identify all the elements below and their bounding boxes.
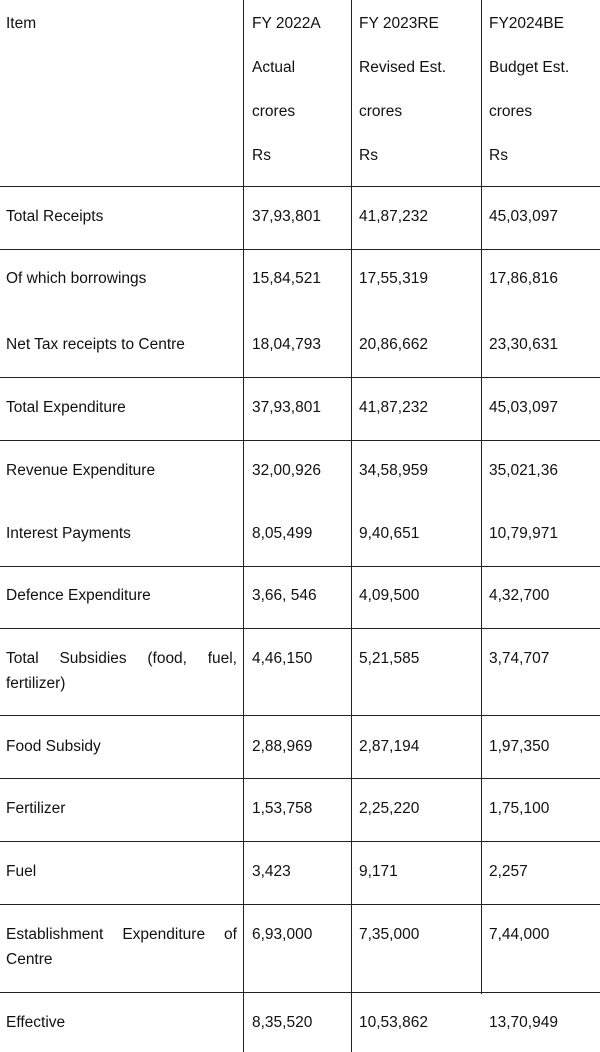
header-fy2024: [489, 2, 569, 178]
cell-fy2022: 15,84,521: [252, 270, 321, 287]
cell-fy2022: 3,423: [252, 863, 291, 880]
cell-fy2024: 1,97,350: [489, 738, 550, 755]
header-line: crores: [252, 103, 296, 120]
cell-fy2022: 8,05,499: [252, 525, 313, 542]
cell-fy2023: 17,55,319: [359, 270, 428, 287]
header-fy2022: [252, 2, 321, 178]
cell-fy2023: 9,171: [359, 863, 398, 880]
row-label: Interest Payments: [6, 525, 131, 542]
row-divider: [0, 440, 600, 441]
row-label: Total Expenditure: [6, 399, 126, 416]
header-line: Budget Est.: [489, 59, 570, 76]
cell-fy2024: 45,03,097: [489, 208, 558, 225]
header-line: Rs: [489, 147, 508, 164]
cell-fy2023: 2,25,220: [359, 800, 420, 817]
row-label: Fuel: [6, 863, 37, 880]
cell-fy2023: 9,40,651: [359, 525, 420, 542]
cell-fy2023: 4,09,500: [359, 587, 420, 604]
cell-fy2024: 17,86,816: [489, 270, 558, 287]
cell-fy2022: 3,66, 546: [252, 587, 317, 604]
row-divider: [0, 628, 600, 629]
row-label: Defence Expenditure: [6, 587, 151, 604]
cell-fy2024: 3,74,707: [489, 650, 550, 667]
header-line: crores: [359, 103, 403, 120]
cell-fy2022: 4,46,150: [252, 650, 313, 667]
row-divider: [0, 992, 600, 993]
cell-fy2024: 45,03,097: [489, 399, 558, 416]
cell-fy2024: 2,257: [489, 863, 528, 880]
row-label: Total Receipts: [6, 208, 104, 225]
header-line: Rs: [359, 147, 378, 164]
cell-fy2022: 32,00,926: [252, 462, 321, 479]
column-divider: [243, 0, 244, 1052]
row-divider: [0, 715, 600, 716]
cell-fy2023: 10,53,862: [359, 1014, 428, 1031]
row-divider: [0, 778, 600, 779]
cell-fy2024: 4,32,700: [489, 587, 550, 604]
row-label: Fertilizer: [6, 800, 66, 817]
row-label: Food Subsidy: [6, 738, 101, 755]
cell-fy2022: 18,04,793: [252, 336, 321, 353]
header-line: FY 2023RE: [359, 15, 439, 32]
cell-fy2024: 1,75,100: [489, 800, 550, 817]
column-divider: [351, 0, 352, 1052]
row-label: Of which borrowings: [6, 270, 147, 287]
header-line: crores: [489, 103, 533, 120]
header-line: Actual: [252, 59, 296, 76]
row-divider: [0, 904, 600, 905]
cell-fy2023: 41,87,232: [359, 208, 428, 225]
cell-fy2022: 6,93,000: [252, 926, 313, 943]
cell-fy2022: 1,53,758: [252, 800, 313, 817]
cell-fy2022: 2,88,969: [252, 738, 313, 755]
cell-fy2024: 23,30,631: [489, 336, 558, 353]
header-item: [6, 2, 36, 46]
cell-fy2023: 20,86,662: [359, 336, 428, 353]
row-label: Net Tax receipts to Centre: [6, 336, 185, 353]
row-divider: [0, 841, 600, 842]
header-line: Revised Est.: [359, 59, 447, 76]
row-divider: [0, 186, 600, 187]
header-line: Rs: [252, 147, 271, 164]
cell-fy2023: 7,35,000: [359, 926, 420, 943]
row-label: Total Subsidies (food, fuel, fertilizer): [6, 650, 237, 692]
row-divider: [0, 566, 600, 567]
cell-fy2023: 2,87,194: [359, 738, 420, 755]
column-divider: [481, 0, 482, 994]
row-label: Revenue Expenditure: [6, 462, 156, 479]
row-divider: [0, 249, 600, 250]
cell-fy2022: 8,35,520: [252, 1014, 313, 1031]
cell-fy2024: 10,79,971: [489, 525, 558, 542]
row-label: Effective: [6, 1014, 66, 1031]
header-line: Item: [6, 15, 37, 32]
cell-fy2023: 5,21,585: [359, 650, 420, 667]
cell-fy2022: 37,93,801: [252, 208, 321, 225]
header-line: FY 2022A: [252, 15, 321, 32]
cell-fy2023: 34,58,959: [359, 462, 428, 479]
cell-fy2024: 13,70,949: [489, 1014, 558, 1031]
row-label: Establishment Expenditure of Centre: [6, 926, 237, 968]
header-fy2023: [359, 2, 446, 178]
cell-fy2022: 37,93,801: [252, 399, 321, 416]
cell-fy2024: 35,021,36: [489, 462, 558, 479]
row-divider: [0, 377, 600, 378]
header-line: FY2024BE: [489, 15, 564, 32]
cell-fy2023: 41,87,232: [359, 399, 428, 416]
cell-fy2024: 7,44,000: [489, 926, 550, 943]
